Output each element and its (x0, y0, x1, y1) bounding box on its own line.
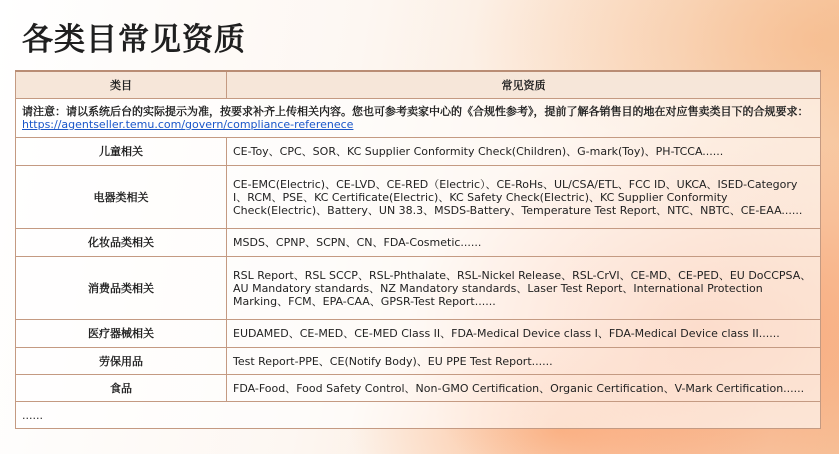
qualifications-cell: RSL Report、RSL SCCP、RSL-Phthalate、RSL-Nickel Release、RSL-CrVI、CE-MD、CE-PED、EU DoCCPSA、AU Mandatory standards、NZ Mandatory standards、Laser Test Report、International Protection Marking、FCM、EPA-CAA、GPSR-Test Report...... (227, 257, 821, 320)
header-qualifications: 常见资质 (227, 71, 821, 99)
category-cell: 食品 (16, 375, 227, 402)
compliance-link[interactable]: https://agentseller.temu.com/govern/compliance-referenece (22, 118, 354, 131)
category-cell: 电器类相关 (16, 166, 227, 229)
qualifications-cell: MSDS、CPNP、SCPN、CN、FDA-Cosmetic...... (227, 229, 821, 257)
qualifications-cell: EUDAMED、CE-MED、CE-MED Class II、FDA-Medical Device class I、FDA-Medical Device class II...... (227, 320, 821, 348)
header-category: 类目 (16, 71, 227, 99)
category-cell: 化妆品类相关 (16, 229, 227, 257)
table-row (16, 229, 821, 257)
table-row (16, 138, 821, 166)
table-row (16, 320, 821, 348)
notice-text: 请注意：请以系统后台的实际提示为准，按要求补齐上传相关内容。您也可参考卖家中心的《合规性参考》，提前了解各销售目的地在对应售卖类目下的合规要求： (22, 105, 809, 118)
table-header-row (16, 71, 821, 99)
notice-cell (16, 99, 821, 138)
table-row (16, 257, 821, 320)
category-cell: 医疗器械相关 (16, 320, 227, 348)
qualifications-cell: FDA-Food、Food Safety Control、Non-GMO Certification、Organic Certification、V-Mark Certification...... (227, 375, 821, 402)
category-cell: 劳保用品 (16, 348, 227, 375)
notice-row (16, 99, 821, 138)
page-title: 各类目常见资质 (22, 22, 246, 58)
qualifications-cell: Test Report-PPE、CE(Notify Body)、EU PPE Test Report...... (227, 348, 821, 375)
category-cell: 儿童相关 (16, 138, 227, 166)
qualifications-cell: CE-EMC(Electric)、CE-LVD、CE-RED（Electric）、CE-RoHs、UL/CSA/ETL、FCC ID、UKCA、ISED-Category I、RCM、PSE、KC Certificate(Electric)、KC Safety Check(Electric)、KC Supplier Conformity Check(Electric)、Battery、UN 38.3、MSDS-Battery、Temperature Test Report、NTC、NBTC、CE-EAA...... (227, 166, 821, 229)
category-cell: 消费品类相关 (16, 257, 227, 320)
qualifications-cell: CE-Toy、CPC、SOR、KC Supplier Conformity Check(Children)、G-mark(Toy)、PH-TCCA...... (227, 138, 821, 166)
table-row (16, 375, 821, 402)
table-footer-row (16, 402, 821, 429)
more-ellipsis: ...... (16, 402, 821, 429)
table-row (16, 348, 821, 375)
qualification-table (15, 70, 821, 429)
table-row (16, 166, 821, 229)
